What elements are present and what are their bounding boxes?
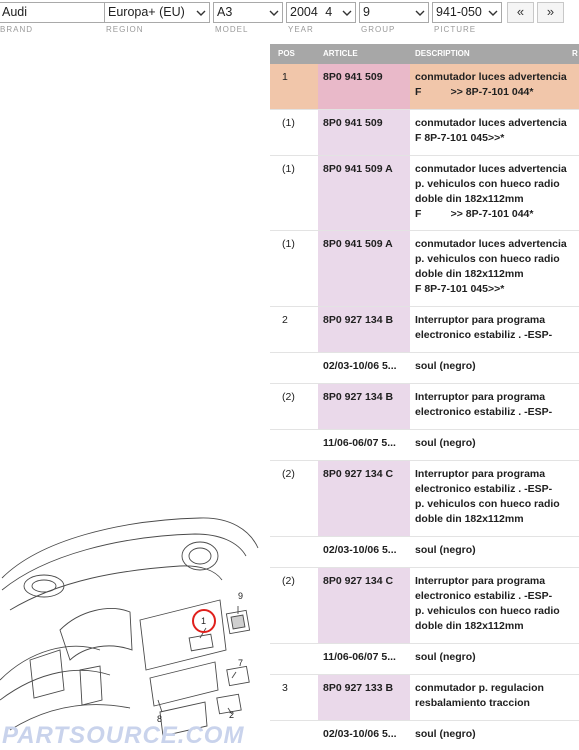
chevron-down-icon — [415, 8, 425, 18]
row-pos: 1 — [282, 71, 288, 83]
selector-labels — [0, 25, 579, 38]
description-line: soul (negro) — [415, 437, 476, 449]
picture-value: 941-050 — [436, 5, 482, 19]
row-description — [410, 64, 579, 109]
description-line: electronico estabiliz . -ESP- — [415, 590, 553, 602]
description-line: doble din 182x112mm — [415, 513, 524, 525]
chevron-down-icon — [196, 8, 206, 18]
row-article[interactable]: 8P0 941 509 — [318, 64, 410, 109]
table-row[interactable] — [270, 307, 579, 353]
region-label: REGION — [106, 25, 144, 34]
description-line: electronico estabiliz . -ESP- — [415, 329, 553, 341]
description-line: conmutador luces advertencia — [415, 71, 567, 83]
description-line: F 8P-7-101 045>>* — [415, 283, 505, 295]
description-line: p. vehiculos con hueco radio — [415, 498, 560, 510]
table-row[interactable] — [270, 64, 579, 110]
table-row[interactable] — [270, 353, 579, 384]
description-line: soul (negro) — [415, 728, 476, 740]
row-pos — [270, 537, 317, 567]
callout-2: 2 — [229, 710, 235, 720]
row-article[interactable]: 11/06-06/07 5... — [318, 430, 410, 460]
row-pos — [270, 353, 317, 383]
model-label: MODEL — [215, 25, 249, 34]
row-article[interactable]: 02/03-10/06 5... — [318, 537, 410, 567]
table-row[interactable] — [270, 461, 579, 537]
watermark: PARTSOURCE.COM — [2, 722, 245, 749]
row-pos: 3 — [282, 682, 288, 694]
prev-picture-button[interactable]: « — [507, 2, 534, 23]
row-pos: (1) — [282, 117, 295, 129]
row-pos — [270, 430, 317, 460]
description-line: doble din 182x112mm — [415, 193, 524, 205]
group-select[interactable] — [359, 2, 429, 23]
header-article: ARTICLE — [323, 49, 358, 58]
table-row[interactable] — [270, 384, 579, 430]
row-pos — [270, 644, 317, 674]
model-select[interactable] — [213, 2, 283, 23]
dashboard-outline — [2, 518, 258, 578]
description-line: doble din 182x112mm — [415, 620, 524, 632]
row-article[interactable]: 8P0 941 509 — [318, 110, 410, 155]
description-line: F >> 8P-7-101 044* — [415, 208, 534, 220]
table-row[interactable] — [270, 156, 579, 231]
row-article[interactable]: 8P0 941 509 A — [318, 231, 410, 306]
description-line: resbalamiento traccion — [415, 697, 530, 709]
description-line: electronico estabiliz . -ESP- — [415, 406, 553, 418]
parts-diagram — [0, 500, 268, 750]
description-line: F 8P-7-101 045>>* — [415, 132, 505, 144]
table-row[interactable] — [270, 644, 579, 675]
header-extra: R — [572, 49, 578, 58]
callout-1: 1 — [201, 616, 207, 626]
row-article[interactable]: 8P0 941 509 A — [318, 156, 410, 230]
row-pos: (1) — [282, 163, 295, 175]
description-line: soul (negro) — [415, 544, 476, 556]
description-line: F >> 8P-7-101 044* — [415, 86, 534, 98]
chevron-down-icon — [488, 8, 498, 18]
header-description: DESCRIPTION — [415, 49, 470, 58]
table-row[interactable] — [270, 721, 579, 750]
row-description — [410, 156, 579, 230]
table-header — [270, 44, 579, 64]
description-line: p. vehiculos con hueco radio — [415, 178, 560, 190]
group-label: GROUP — [361, 25, 396, 34]
row-article[interactable]: 8P0 927 134 B — [318, 384, 410, 429]
brand-value: Audi — [2, 5, 28, 19]
description-line: conmutador luces advertencia — [415, 163, 567, 175]
year-label: YEAR — [288, 25, 314, 34]
row-pos: (2) — [282, 575, 295, 587]
description-line: conmutador luces advertencia — [415, 117, 567, 129]
picture-select[interactable] — [432, 2, 502, 23]
row-description — [410, 721, 579, 750]
row-description — [410, 384, 579, 429]
header-pos: POS — [278, 49, 295, 58]
table-row[interactable] — [270, 430, 579, 461]
row-pos: 2 — [282, 314, 288, 326]
row-article[interactable]: 8P0 927 133 B — [318, 675, 410, 720]
row-description — [410, 675, 579, 720]
row-pos: (2) — [282, 391, 295, 403]
description-line: conmutador p. regulacion — [415, 682, 544, 694]
brand-label: BRAND — [0, 25, 34, 34]
description-line: p. vehiculos con hueco radio — [415, 605, 560, 617]
picture-label: PICTURE — [434, 25, 477, 34]
description-line: Interruptor para programa — [415, 575, 546, 587]
model-value: A3 — [217, 5, 233, 19]
description-line: electronico estabiliz . -ESP- — [415, 483, 553, 495]
table-row[interactable] — [270, 110, 579, 156]
row-description — [410, 644, 579, 674]
row-description — [410, 307, 579, 352]
row-pos: (1) — [282, 238, 295, 250]
row-pos: (2) — [282, 468, 295, 480]
callout-8: 8 — [157, 714, 163, 724]
chevron-down-icon — [342, 8, 352, 18]
chevron-down-icon — [269, 8, 279, 18]
selector-bar — [0, 0, 579, 24]
description-line: Interruptor para programa — [415, 391, 546, 403]
table-row[interactable] — [270, 568, 579, 644]
row-article[interactable]: 02/03-10/06 5... — [318, 721, 410, 750]
table-row[interactable] — [270, 675, 579, 721]
next-picture-button[interactable]: » — [537, 2, 564, 23]
parts-table — [270, 44, 579, 750]
row-pos — [270, 721, 317, 750]
row-description — [410, 353, 579, 383]
row-description — [410, 430, 579, 460]
description-line: Interruptor para programa — [415, 468, 546, 480]
callout-9: 9 — [238, 591, 244, 601]
table-row[interactable] — [270, 231, 579, 307]
description-line: conmutador luces advertencia — [415, 238, 567, 250]
row-article[interactable]: 11/06-06/07 5... — [318, 644, 410, 674]
row-description — [410, 537, 579, 567]
year-month-value: 4 — [325, 5, 333, 19]
row-description — [410, 231, 579, 306]
row-article[interactable]: 8P0 927 134 C — [318, 568, 410, 643]
region-value: Europa+ (EU) — [108, 5, 185, 19]
description-line: soul (negro) — [415, 360, 476, 372]
row-article[interactable]: 8P0 927 134 C — [318, 461, 410, 536]
row-description — [410, 110, 579, 155]
region-select[interactable] — [104, 2, 210, 23]
description-line: p. vehiculos con hueco radio — [415, 253, 560, 265]
group-value: 9 — [363, 5, 370, 19]
year-select[interactable] — [286, 2, 356, 23]
row-description — [410, 568, 579, 643]
row-description — [410, 461, 579, 536]
description-line: Interruptor para programa — [415, 314, 546, 326]
row-article[interactable]: 02/03-10/06 5... — [318, 353, 410, 383]
year-value: 2004 — [290, 5, 318, 19]
row-article[interactable]: 8P0 927 134 B — [318, 307, 410, 352]
table-row[interactable] — [270, 537, 579, 568]
description-line: soul (negro) — [415, 651, 476, 663]
description-line: doble din 182x112mm — [415, 268, 524, 280]
callout-7: 7 — [238, 658, 244, 668]
